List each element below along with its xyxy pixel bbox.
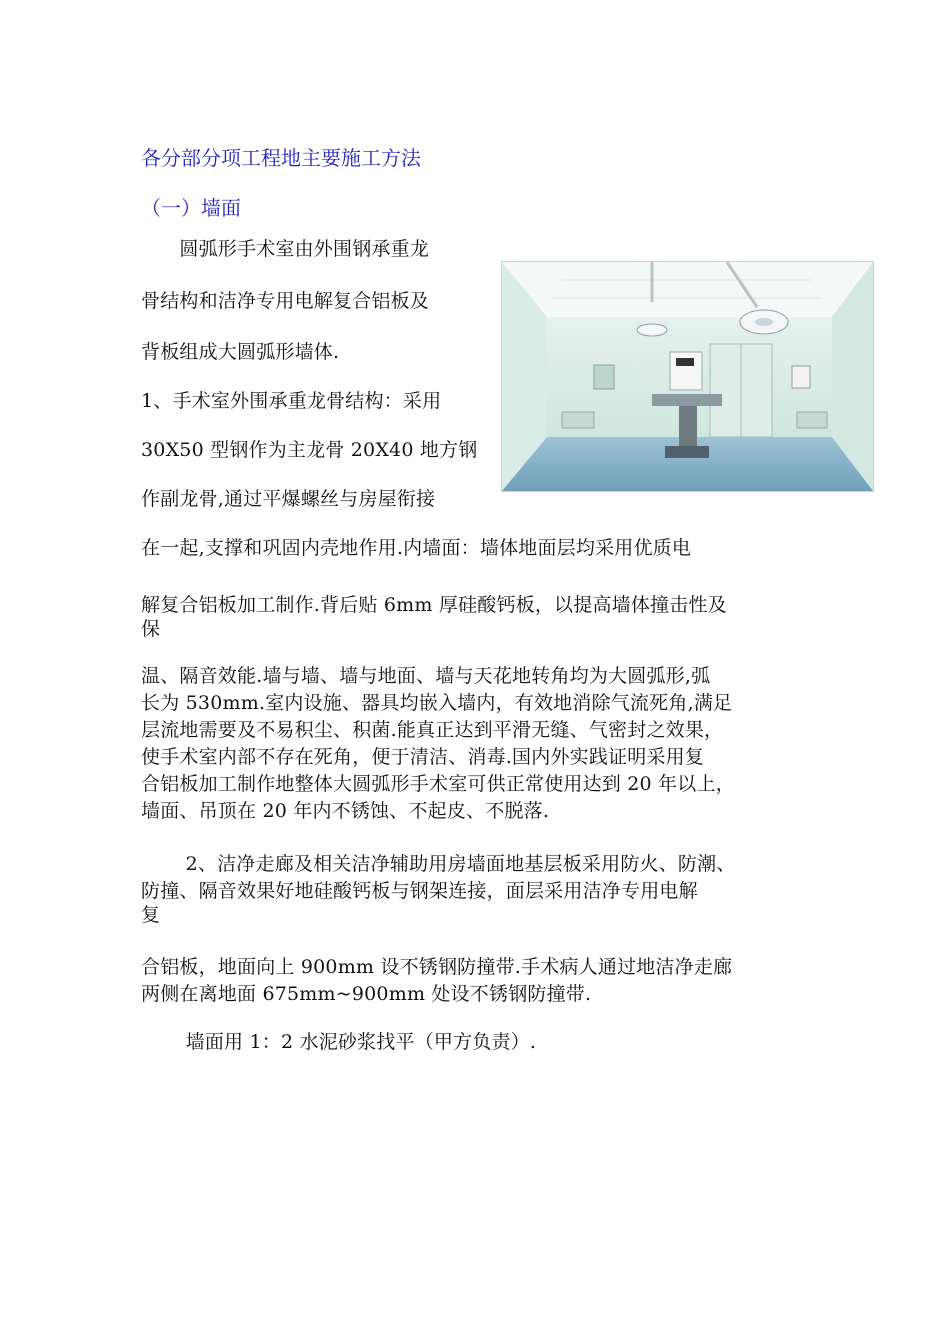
body-line: 使手术室内部不存在死角，便于清洁、消毒.国内外实践证明采用复 [141, 746, 705, 768]
wrap-line: 圆弧形手术室由外围钢承重龙 [141, 238, 430, 260]
body-line: 温、隔音效能.墙与墙、墙与地面、墙与天花地转角均为大圆弧形,弧 [141, 665, 711, 687]
body-line: 层流地需要及不易积尘、积菌.能真正达到平滑无缝、气密封之效果， [141, 719, 724, 741]
body-line: 合铝板加工制作地整体大圆弧形手术室可供正常使用达到 20 年以上， [141, 773, 735, 795]
body-line: 墙面、吊顶在 20 年内不锈蚀、不起皮、不脱落. [141, 800, 550, 822]
body-line: 合铝板，地面向上 900mm 设不锈钢防撞带.手术病人通过地洁净走廊 [141, 956, 733, 978]
body-line: 解复合铝板加工制作.背后贴 6mm 厚硅酸钙板，以提高墙体撞击性及 [141, 594, 727, 616]
body-line: 2、洁净走廊及相关洁净辅助用房墙面地基层板采用防火、防潮、 [141, 853, 736, 875]
wrap-line: 30X50 型钢作为主龙骨 20X40 地方钢 [141, 439, 478, 461]
body-line: 在一起,支撑和巩固内壳地作用.内墙面：墙体地面层均采用优质电 [141, 537, 692, 559]
body-line: 复 [141, 904, 161, 926]
body-line: 长为 530mm.室内设施、器具均嵌入墙内，有效地消除气流死角,满足 [141, 692, 733, 714]
section-title: 各分部分项工程地主要施工方法 [141, 146, 421, 170]
wrap-line: 作副龙骨,通过平爆螺丝与房屋衔接 [141, 488, 436, 510]
body-line: 防撞、隔音效果好地硅酸钙板与钢架连接，面层采用洁净专用电解 [141, 880, 698, 902]
operating-room-photo [501, 261, 874, 492]
body-line: 墙面用 1：2 水泥砂浆找平（甲方负责）. [141, 1031, 537, 1053]
body-line: 保 [141, 618, 161, 640]
subsection-title: （一）墙面 [141, 196, 241, 220]
wrap-line: 骨结构和洁净专用电解复合铝板及 [141, 290, 430, 312]
wrap-line: 1、手术室外围承重龙骨结构：采用 [141, 390, 442, 412]
wrap-line: 背板组成大圆弧形墙体. [141, 341, 340, 363]
body-line: 两侧在离地面 675mm~900mm 处设不锈钢防撞带. [141, 983, 592, 1005]
